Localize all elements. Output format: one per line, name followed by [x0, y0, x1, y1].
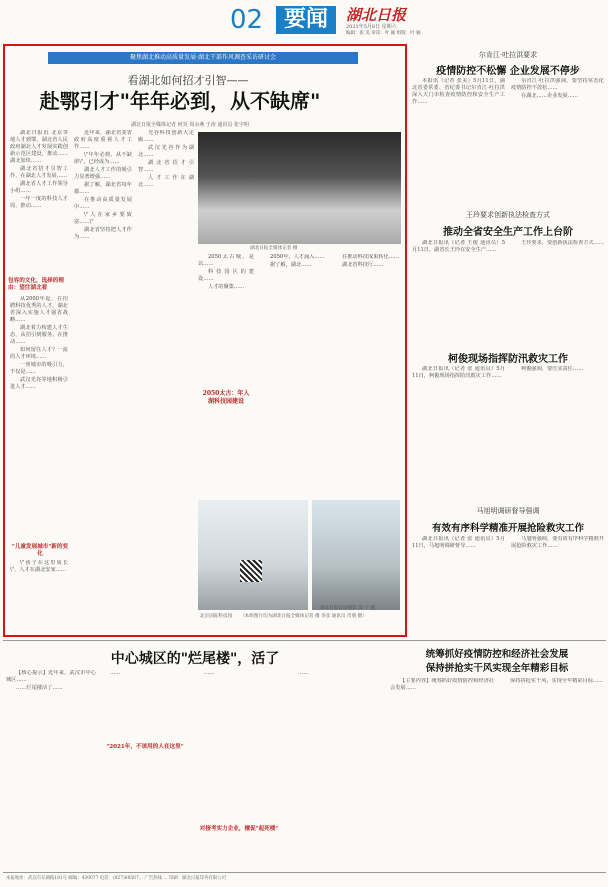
feature-col5: 2050年，人才涌入…… 据了解，湖北…… — [270, 254, 325, 268]
bottom-right-headline-2: 保持拼抢实干风实现全年精彩目标 — [425, 663, 569, 674]
right-headline-3: 柯俊现场指挥防汛救灾工作 — [448, 354, 568, 365]
photo-caption-top: 湖北日报全媒体记者 摄 — [250, 246, 298, 251]
photo-caption-right: 湖北日报首席摄影 邵 宇 摄 — [320, 606, 375, 611]
masthead — [0, 0, 608, 40]
feature-kicker: 看湖北如何招才引智—— — [127, 74, 249, 87]
editor-credits: 编辑：张 美 审读：叶 颖 组版：叶 颖 — [346, 31, 421, 36]
bottom-col4: …… — [298, 670, 309, 676]
info-box-title: 2050太古：年入湖科技园建设 — [202, 390, 250, 405]
right-headline-4: 有效有序科学精准开展抢险救灾工作 — [431, 523, 584, 534]
right-body-3: 湖北日报讯（记者 张 通讯员）5月11日，柯俊现场指挥防汛救灾工作…… 柯俊强调，要压实责任…… — [412, 366, 584, 379]
info-box2-heading: "儿童发展城市"新的变化 — [11, 544, 69, 557]
bottom-subhead-2: 对接考实力企业，擅促"起死楼" — [199, 826, 279, 832]
right-kicker-4: 马旭明调研督导强调 — [476, 507, 540, 515]
footer-divider — [3, 872, 606, 873]
right-body-4: 湖北日报讯（记者 张 通讯员）5月11日，马旭明调研督导…… 马旭明强调，要有效有序科学精准开展抢险救灾工作…… — [412, 536, 604, 549]
photo-tower — [312, 500, 400, 610]
photo-conference-hall — [198, 132, 401, 244]
feature-col1-end: \"孩子在这里成长\"，人才在湖北安家…… — [10, 560, 68, 573]
feature-banner-text: 聚焦湖北推动高质量发展·湖北干部作风调查采访研讨会 — [130, 54, 276, 61]
bottom-headline: 中心城区的"烂尾楼"，活了 — [110, 651, 280, 667]
feature-col1-body: 从2000年起，在招聘科技优秀的人才，湖北省深入实施人才强省战略…… 湖北着力构建人才生态，从招引到服务，在推动…… 如何留住人才？一流的人才环境…… 一座城市的吸引力，不仅是…… 武汉光谷等地积极引进人才…… — [10, 296, 68, 390]
bottom-right-body: 【主要内容】统筹抓好疫情防控和经济社会发展…… 保持拼抢实干风，实现全年精彩目标…… — [390, 678, 604, 691]
footer-text: 本报地址：武汉市东湖路181号 邮编：430077 电话：(027)88567... 广告热线 ... 印刷：湖北日报印务有限公司 — [6, 876, 226, 881]
issue-date: 2021年5月8日 星期六 — [346, 24, 397, 30]
qr-code — [240, 560, 262, 582]
feature-col2: 近年来，湖北省委省政府高度重视人才工作…… \"年年必到，从不缺席\"，已经成为…… 湖北人才工作的吸引力显著增强…… 据了解，湖北省每年都…… 在推动高质量发展中…… \"人在家乡要致富……\" 湖北省坚持把人才作为…… — [74, 130, 132, 240]
info-box-heading: 包容的文化，选择的理由：望往湖北看 — [8, 278, 64, 291]
photo-science-park — [198, 500, 308, 610]
right-headline-2: 推动全省安全生产工作上台阶 — [443, 227, 573, 238]
bottom-col3: …… — [204, 670, 215, 676]
feature-col-bottom — [198, 618, 398, 632]
feature-headline: 赴鄂引才"年年必到，从不缺席" — [39, 89, 321, 113]
paper-name-logo: 湖北日报 — [346, 6, 407, 24]
bottom-right-headline-1: 统筹抓好疫情防控和经济社会发展 — [425, 649, 569, 660]
feature-byline: 湖北日报全媒体记者 何炎 周余燕 于涛 通讯员 张宇明 — [131, 122, 249, 128]
right-kicker-1: 尔肯江·吐拉洪要求 — [478, 51, 538, 59]
photo-caption-left: 北京国际科技园 — [200, 614, 233, 619]
bottom-subhead-1: "2021年，不该用的人在这里" — [106, 744, 184, 750]
feature-col6: 在推动科技成果转化…… 湖北省科技厅…… — [342, 254, 400, 268]
bottom-col1: 【核心提示】近年来，武汉市中心城区…… ……烂尾楼活了…… — [6, 670, 96, 691]
feature-col1: 湖北日报讯 北京等地人才到鄂，湖北省人民政府湖北人才发展实践创新示范区建设，推动……湖北加快…… 湖北省招才引智工作，在湖北人才发展…… 湖北省人才工作领导小组…… 一年一度的科技人才周，推动…… — [10, 130, 68, 209]
section-title: 要闻 — [283, 7, 328, 32]
right-kicker-2: 王玲要求创新执法检查方式 — [466, 211, 550, 219]
bottom-col2: …… — [110, 670, 121, 676]
right-body-2: 湖北日报讯（记者 王俊 通讯员）5月11日，副省长王玲在安全生产…… 王玲要求，要创新执法检查方式…… — [412, 240, 604, 253]
page-number: 02 — [230, 5, 264, 35]
feature-col4: 2050太古城，是以…… 科技园区的建设…… 人才的聚集…… — [198, 254, 254, 290]
right-headline-1: 疫情防控不松懈 企业发展不停步 — [436, 66, 580, 77]
feature-col3: 光谷科技创新大走廊…… 武汉光谷作为湖北…… 湖北省招才引智…… 人才工作在湖北…… — [138, 130, 194, 188]
photo-caption-mid: （本组图片均为湖北日报全媒体记者 摄 李彦 通讯员 肖朋 摄） — [240, 614, 367, 619]
bottom-divider — [3, 640, 606, 641]
right-body-1: 本报讯（记者 张美）5月11日，湖北省委常委、省纪委书记尔肯江·吐拉洪深入天门市检查疫情防控和安全生产工作…… 尔肯江·吐拉洪强调，要坚持常态化疫情防控不放松…… 在湖北……企业发展…… — [412, 78, 604, 105]
